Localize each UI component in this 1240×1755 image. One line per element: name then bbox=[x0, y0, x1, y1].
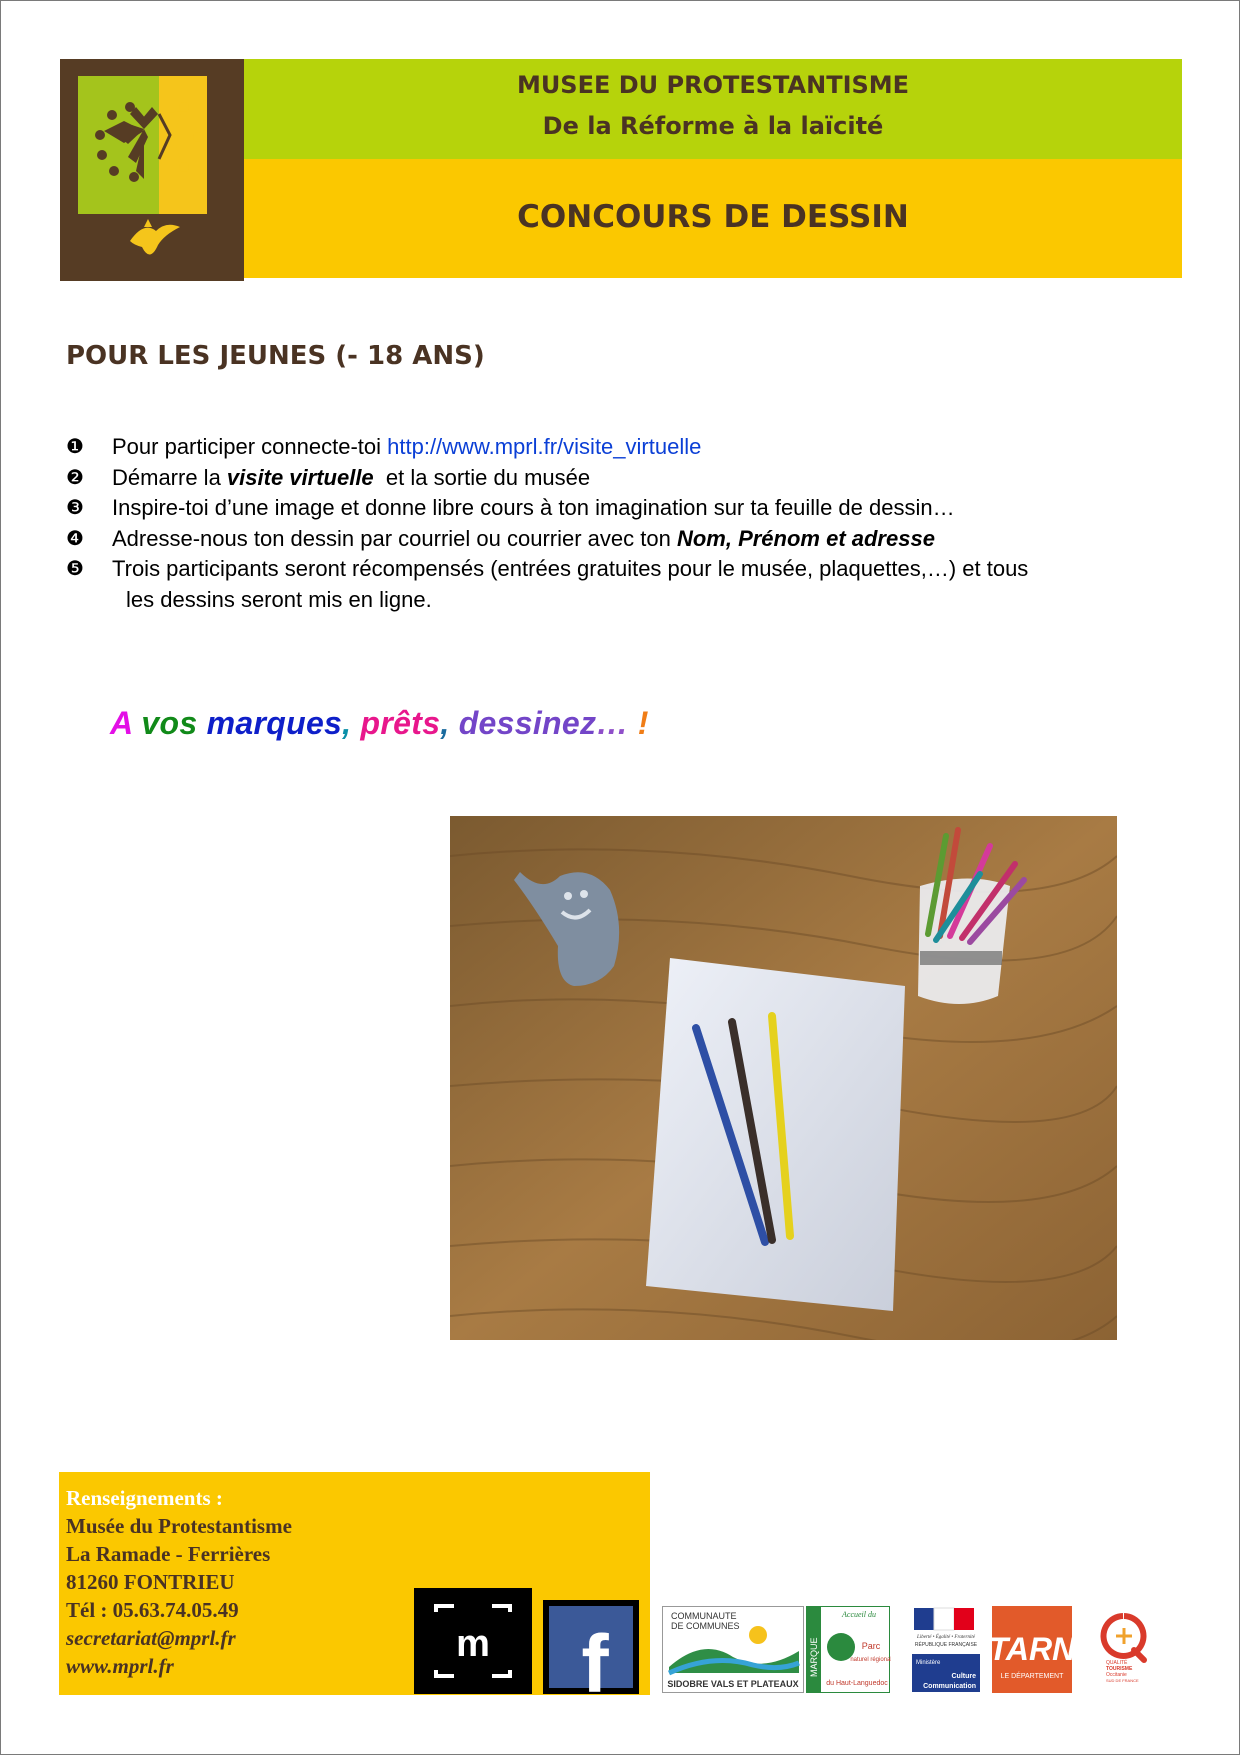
museum-logo bbox=[60, 59, 244, 281]
svg-text:TOURISME: TOURISME bbox=[1106, 1666, 1133, 1672]
event-title: CONCOURS DE DESSIN bbox=[517, 199, 909, 235]
svg-text:LE DÉPARTEMENT: LE DÉPARTEMENT bbox=[1000, 1673, 1064, 1680]
slogan-part: vos bbox=[132, 705, 198, 741]
svg-text:RÉPUBLIQUE FRANÇAISE: RÉPUBLIQUE FRANÇAISE bbox=[914, 1642, 978, 1648]
svg-text:Liberté • Égalité • Fraternité: Liberté • Égalité • Fraternité bbox=[917, 1635, 975, 1640]
svg-text:naturel régional: naturel régional bbox=[850, 1657, 891, 1663]
slogan-part: dessinez bbox=[449, 705, 597, 741]
svg-text:MARQUE: MARQUE bbox=[809, 1637, 819, 1677]
svg-text:SUD DE FRANCE: SUD DE FRANCE bbox=[1106, 1678, 1139, 1683]
section-title: POUR LES JEUNES (- 18 ANS) bbox=[66, 341, 485, 371]
step-number: ❸ bbox=[66, 497, 84, 519]
parc-logo bbox=[806, 1606, 890, 1693]
svg-text:COMMUNAUTE: COMMUNAUTE bbox=[671, 1611, 737, 1621]
occitan-cross-icon bbox=[60, 59, 244, 281]
step-number: ❶ bbox=[66, 436, 84, 458]
list-item: ❹ Adresse-nous ton dessin par courriel ou courrier avec ton Nom, Prénom et adresse bbox=[66, 524, 1196, 555]
slogan bbox=[110, 705, 649, 742]
step-number: ❷ bbox=[66, 466, 84, 489]
museum-tagline: De la Réforme à la laïcité bbox=[542, 112, 884, 140]
list-item: ❺ Trois participants seront récompensés (entrées gratuites pour le musée, plaquettes,…) et tous les dessins seront mis en ligne. bbox=[66, 556, 1029, 612]
facebook-icon[interactable] bbox=[543, 1600, 639, 1694]
m-icon[interactable] bbox=[414, 1588, 532, 1694]
steps-list bbox=[66, 432, 1196, 615]
list-item: ❷ Démarre la visite virtuelle et la sortie du musée bbox=[66, 463, 1196, 494]
svg-text:Accueil du: Accueil du bbox=[842, 1610, 876, 1619]
svg-text:Communication: Communication bbox=[923, 1683, 976, 1690]
list-item: ❶ Pour participer connecte-toi http://www.mprl.fr/visite_virtuelle bbox=[66, 432, 1196, 463]
svg-text:Parc: Parc bbox=[861, 1641, 881, 1651]
svg-text:f: f bbox=[581, 1619, 609, 1694]
svg-text:m: m bbox=[456, 1623, 490, 1665]
drawing-photo bbox=[450, 816, 1117, 1340]
svg-text:QUALITÉ: QUALITÉ bbox=[1106, 1660, 1128, 1666]
svg-text:DE COMMUNES: DE COMMUNES bbox=[671, 1621, 740, 1631]
republique-logo bbox=[910, 1606, 982, 1693]
contact-phone: Tél : 05.63.74.05.49 bbox=[66, 1598, 239, 1622]
contact-website[interactable]: www.mprl.fr bbox=[66, 1654, 174, 1678]
svg-text:Culture: Culture bbox=[951, 1673, 976, 1680]
svg-text:du Haut-Languedoc: du Haut-Languedoc bbox=[826, 1680, 888, 1687]
contact-heading: Renseignements : bbox=[66, 1486, 223, 1510]
list-item: ❸ Inspire-toi d’une image et donne libre cours à ton imagination sur ta feuille de dessin… bbox=[66, 493, 1196, 524]
slogan-part: marques bbox=[197, 705, 343, 741]
contact-email[interactable]: secretariat@mprl.fr bbox=[66, 1626, 236, 1650]
svg-text:Occitanie: Occitanie bbox=[1106, 1672, 1127, 1678]
contact-address: La Ramade - Ferrières bbox=[66, 1542, 271, 1566]
tarn-logo bbox=[992, 1606, 1072, 1693]
slogan-part: , bbox=[440, 705, 450, 741]
slogan-part: A bbox=[110, 705, 133, 741]
slogan-part: , bbox=[342, 705, 352, 741]
slogan-part: … bbox=[596, 705, 638, 741]
contact-postcode: 81260 FONTRIEU bbox=[66, 1570, 235, 1594]
communaute-logo bbox=[662, 1606, 804, 1693]
slogan-part: ! bbox=[637, 705, 649, 741]
step-number: ❺ bbox=[66, 558, 84, 580]
contact-name: Musée du Protestantisme bbox=[66, 1514, 292, 1538]
svg-text:Ministère: Ministère bbox=[916, 1660, 941, 1666]
step-number: ❹ bbox=[66, 527, 84, 550]
qualite-tourisme-logo bbox=[1094, 1606, 1154, 1693]
virtual-visit-link[interactable]: http://www.mprl.fr/visite_virtuelle bbox=[387, 434, 702, 459]
svg-text:TARN: TARN bbox=[992, 1631, 1072, 1667]
slogan-part: prêts bbox=[351, 705, 441, 741]
svg-text:SIDOBRE VALS ET PLATEAUX: SIDOBRE VALS ET PLATEAUX bbox=[667, 1679, 799, 1689]
museum-name: MUSEE DU PROTESTANTISME bbox=[516, 71, 910, 99]
